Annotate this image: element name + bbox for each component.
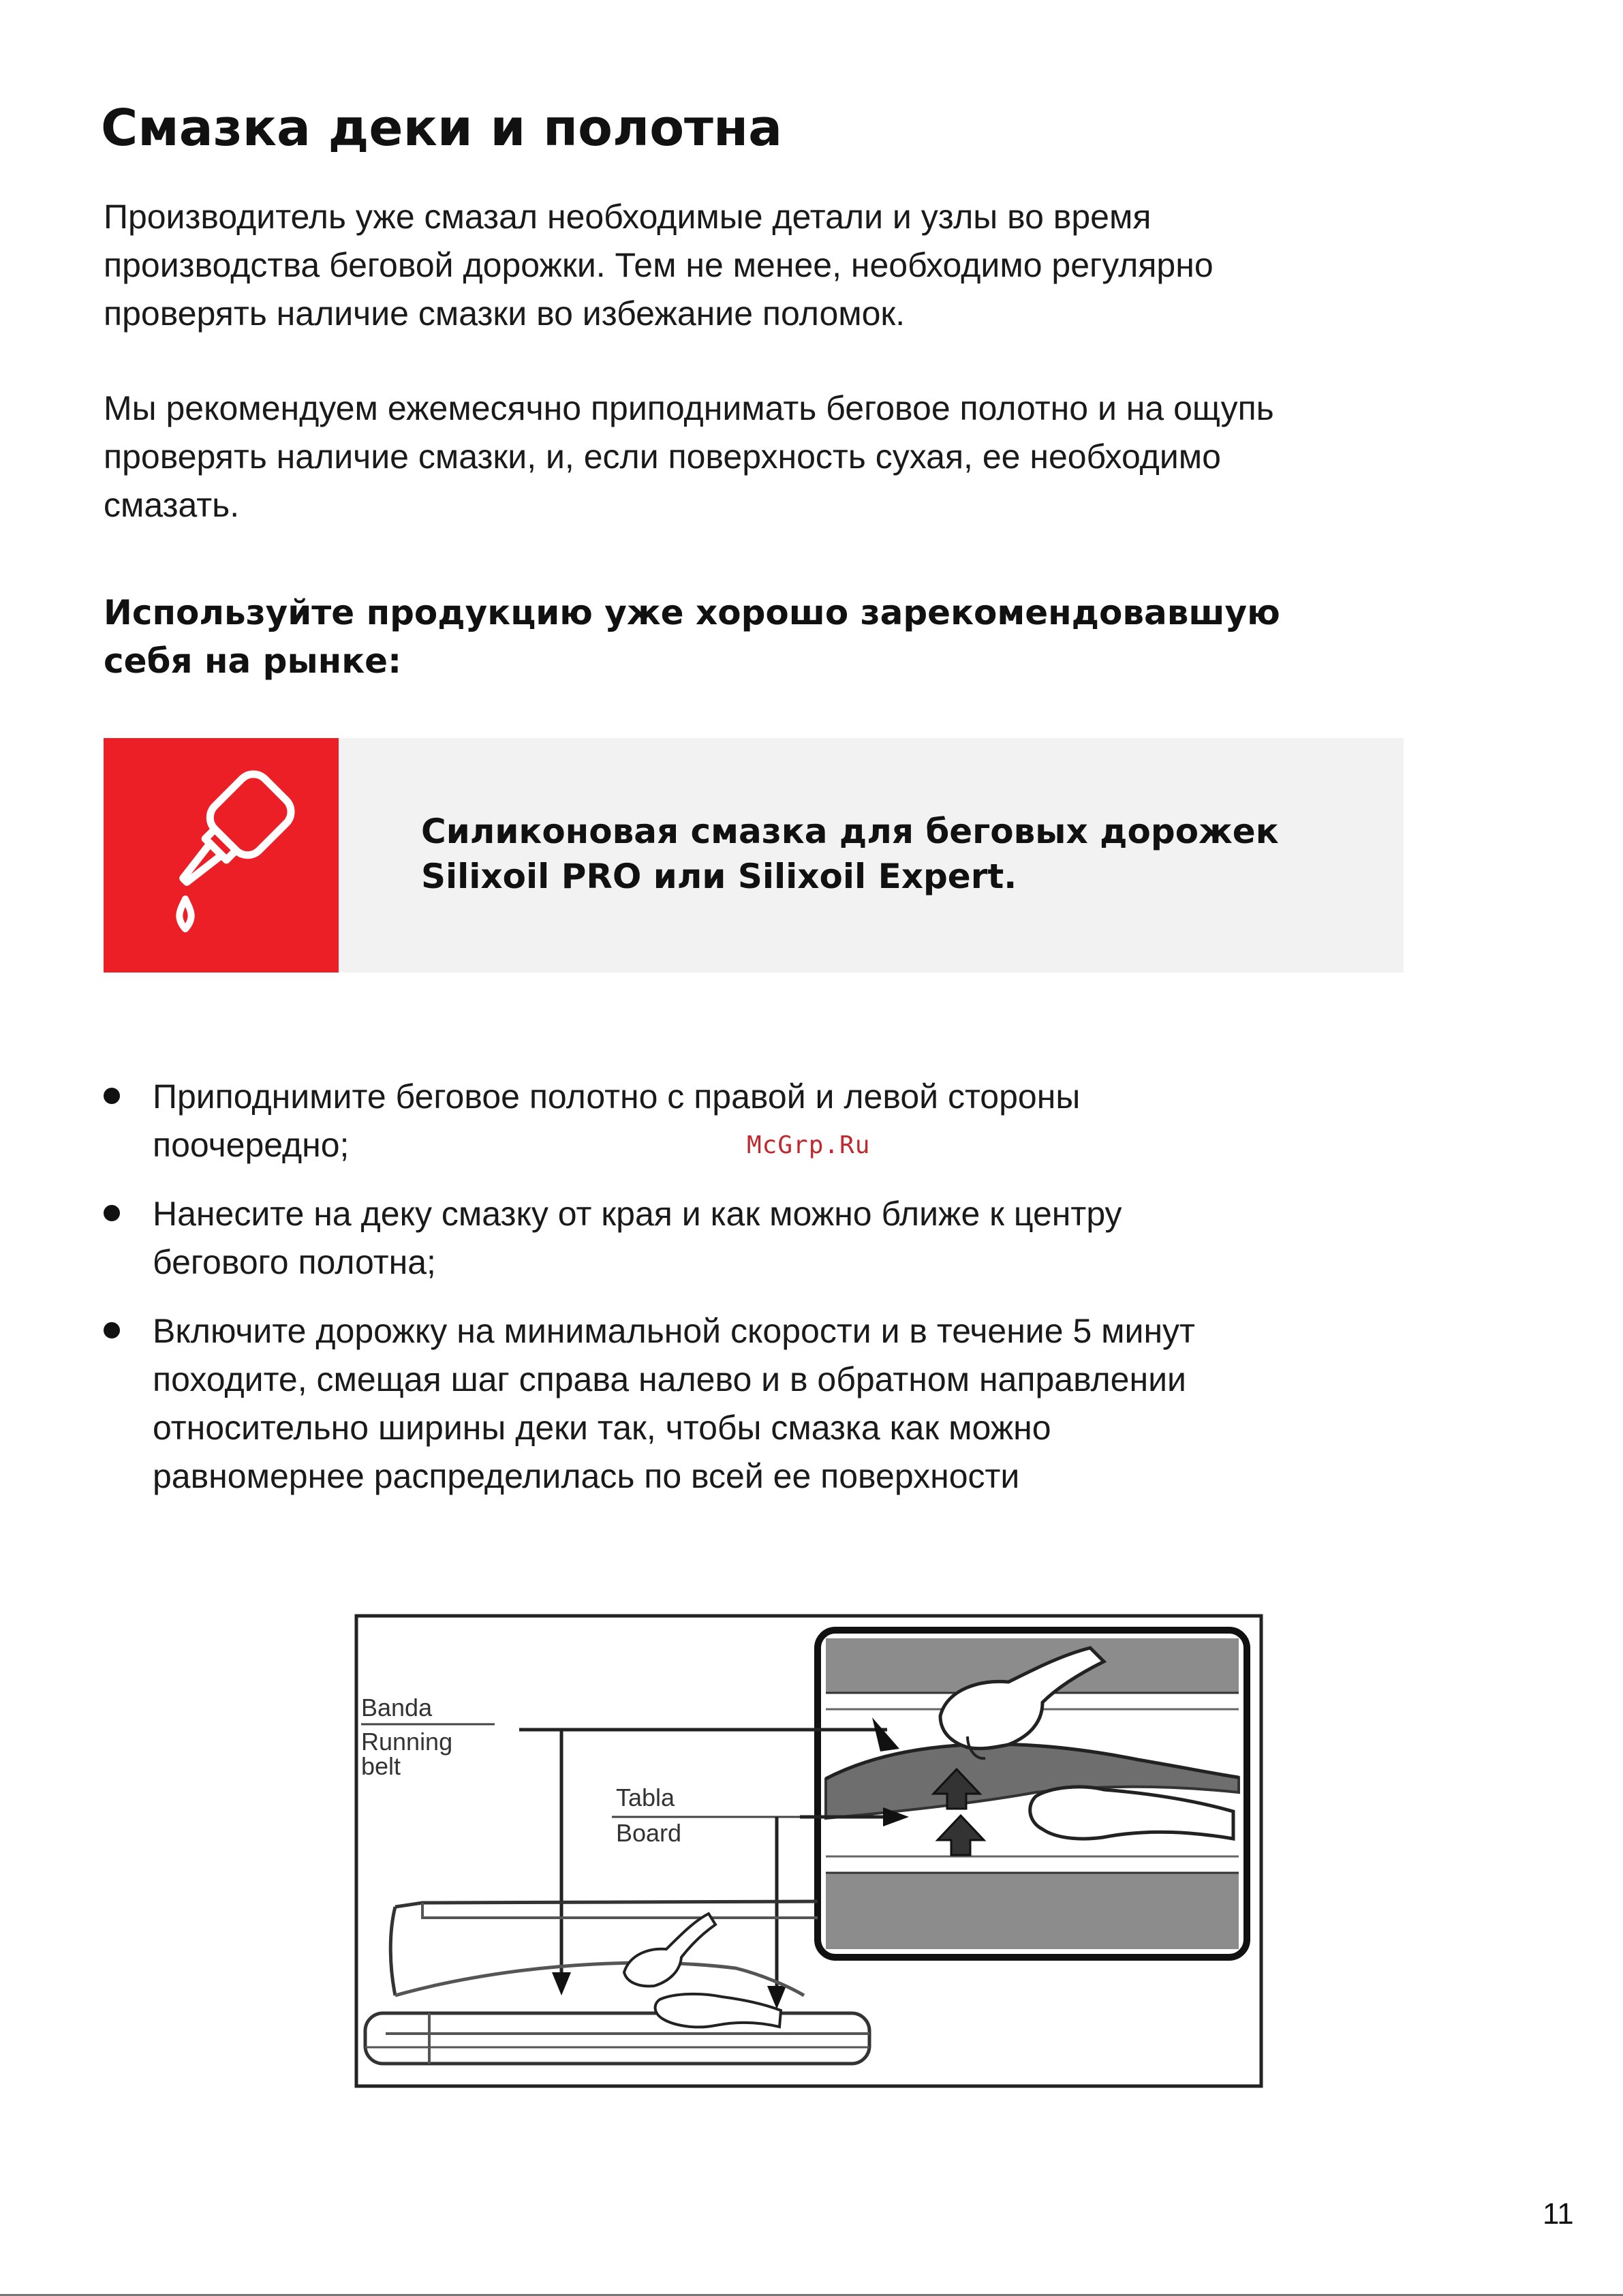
board-label-es: Tabla bbox=[616, 1784, 675, 1811]
intro-line: Производитель уже смазал необходимые детали и узлы во время bbox=[104, 198, 1151, 236]
product-lead-line: Используйте продукцию уже хорошо зарекомендовавшую bbox=[104, 593, 1280, 632]
product-name-line: Silixoil PRO или Silixoil Expert. bbox=[421, 857, 1017, 896]
product-icon-panel bbox=[104, 738, 339, 973]
product-callout bbox=[104, 738, 1404, 973]
product-name bbox=[421, 809, 1279, 899]
bullet-dot-icon bbox=[104, 1322, 120, 1338]
step-line: равномернее распределилась по всей ее поверхности bbox=[153, 1457, 1020, 1495]
intro-line: производства беговой дорожки. Тем не менее, необходимо регулярно bbox=[104, 246, 1214, 284]
step-line: походите, смещая шаг справа налево и в обратном направлении bbox=[153, 1360, 1186, 1398]
step-line: поочередно; bbox=[153, 1126, 350, 1164]
product-name-line: Силиконовая смазка для беговых дорожек bbox=[421, 812, 1279, 851]
watermark: McGrp.Ru bbox=[747, 1131, 871, 1159]
bullet-dot-icon bbox=[104, 1205, 120, 1221]
lubrication-illustration bbox=[354, 1614, 1263, 2088]
page-number: 11 bbox=[1543, 2197, 1574, 2231]
recommendation-line: Мы рекомендуем ежемесячно приподнимать беговое полотно и на ощупь bbox=[104, 389, 1274, 427]
recommendation-paragraph bbox=[104, 384, 1555, 530]
product-lead-text bbox=[104, 589, 1280, 686]
intro-paragraph bbox=[104, 193, 1555, 338]
belt-label-es: Banda bbox=[361, 1694, 433, 1721]
oil-bottle-drop-icon bbox=[104, 738, 339, 973]
step-line: Приподнимите беговое полотно с правой и левой стороны bbox=[153, 1077, 1081, 1116]
lubrication-diagram bbox=[354, 1614, 1263, 2088]
product-lead-line: себя на рынке: bbox=[104, 641, 402, 681]
bullet-dot-icon bbox=[104, 1088, 120, 1104]
page-title: Смазка деки и полотна bbox=[101, 99, 783, 157]
recommendation-line: проверять наличие смазки, и, если поверхность сухая, ее необходимо bbox=[104, 438, 1221, 476]
list-item bbox=[104, 1307, 1555, 1501]
belt-label-en: Running bbox=[361, 1728, 453, 1756]
step-line: относительно ширины деки так, чтобы смазка как можно bbox=[153, 1409, 1051, 1447]
intro-line: проверять наличие смазки во избежание поломок. bbox=[104, 294, 906, 333]
board-label-en: Board bbox=[616, 1819, 682, 1847]
step-line: Нанесите на деку смазку от края и как можно ближе к центру bbox=[153, 1195, 1122, 1233]
list-item bbox=[104, 1190, 1555, 1287]
recommendation-line: смазать. bbox=[104, 486, 240, 524]
belt-label-en-2: belt bbox=[361, 1752, 401, 1780]
step-line: Включите дорожку на минимальной скорости и в течение 5 минут bbox=[153, 1312, 1195, 1350]
step-line: бегового полотна; bbox=[153, 1243, 436, 1281]
